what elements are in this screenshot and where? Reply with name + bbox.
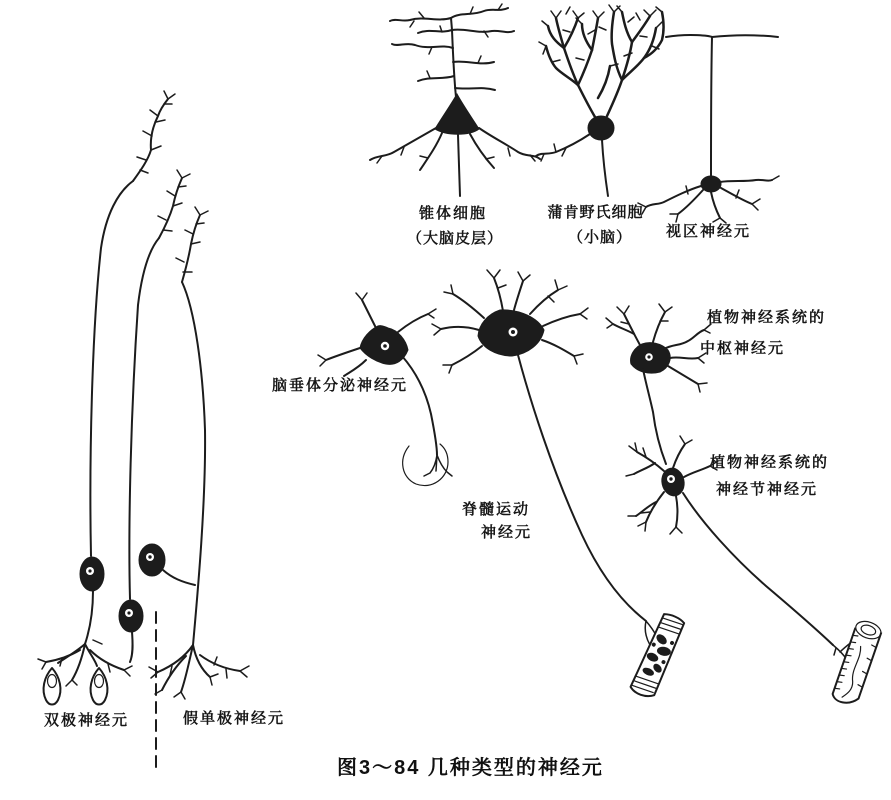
label-spinal-motor-neuron-sub: 神经元 [481, 524, 533, 541]
visual-area-neuron-drawing [638, 35, 779, 223]
label-visual-area-neuron: 视区神经元 [666, 223, 752, 240]
figure-caption: 图3～84 几种类型的神经元 [337, 757, 604, 779]
label-pituitary-neuron: 脑垂体分泌神经元 [272, 377, 409, 394]
label-spinal-motor-neuron: 脊髓运动 [462, 501, 531, 518]
label-autonomic-central-neuron-sub: 中枢神经元 [700, 340, 786, 357]
pseudounipolar-neuron-drawing [139, 207, 249, 774]
label-autonomic-ganglion-neuron-sub: 神经节神经元 [716, 481, 819, 498]
label-pseudounipolar-neuron: 假单极神经元 [183, 710, 286, 727]
bipolar-neuron-drawing [38, 91, 190, 705]
autonomic-central-neuron-drawing [606, 304, 711, 464]
label-pyramidal-cell-sub: （大脑皮层） [406, 230, 503, 247]
label-purkinje-cell: 蒲肯野氏细胞 [547, 204, 644, 221]
label-bipolar-neuron: 双极神经元 [44, 712, 130, 729]
label-autonomic-ganglion-neuron: 植物神经系统的 [710, 454, 830, 471]
label-purkinje-cell-sub: （小脑） [567, 229, 632, 246]
label-pyramidal-cell: 锥体细胞 [418, 205, 487, 222]
spinal-motor-neuron-drawing [432, 270, 687, 700]
purkinje-cell-drawing [536, 5, 664, 196]
label-autonomic-central-neuron: 植物神经系统的 [707, 309, 827, 326]
pyramidal-cell-drawing [370, 4, 540, 196]
